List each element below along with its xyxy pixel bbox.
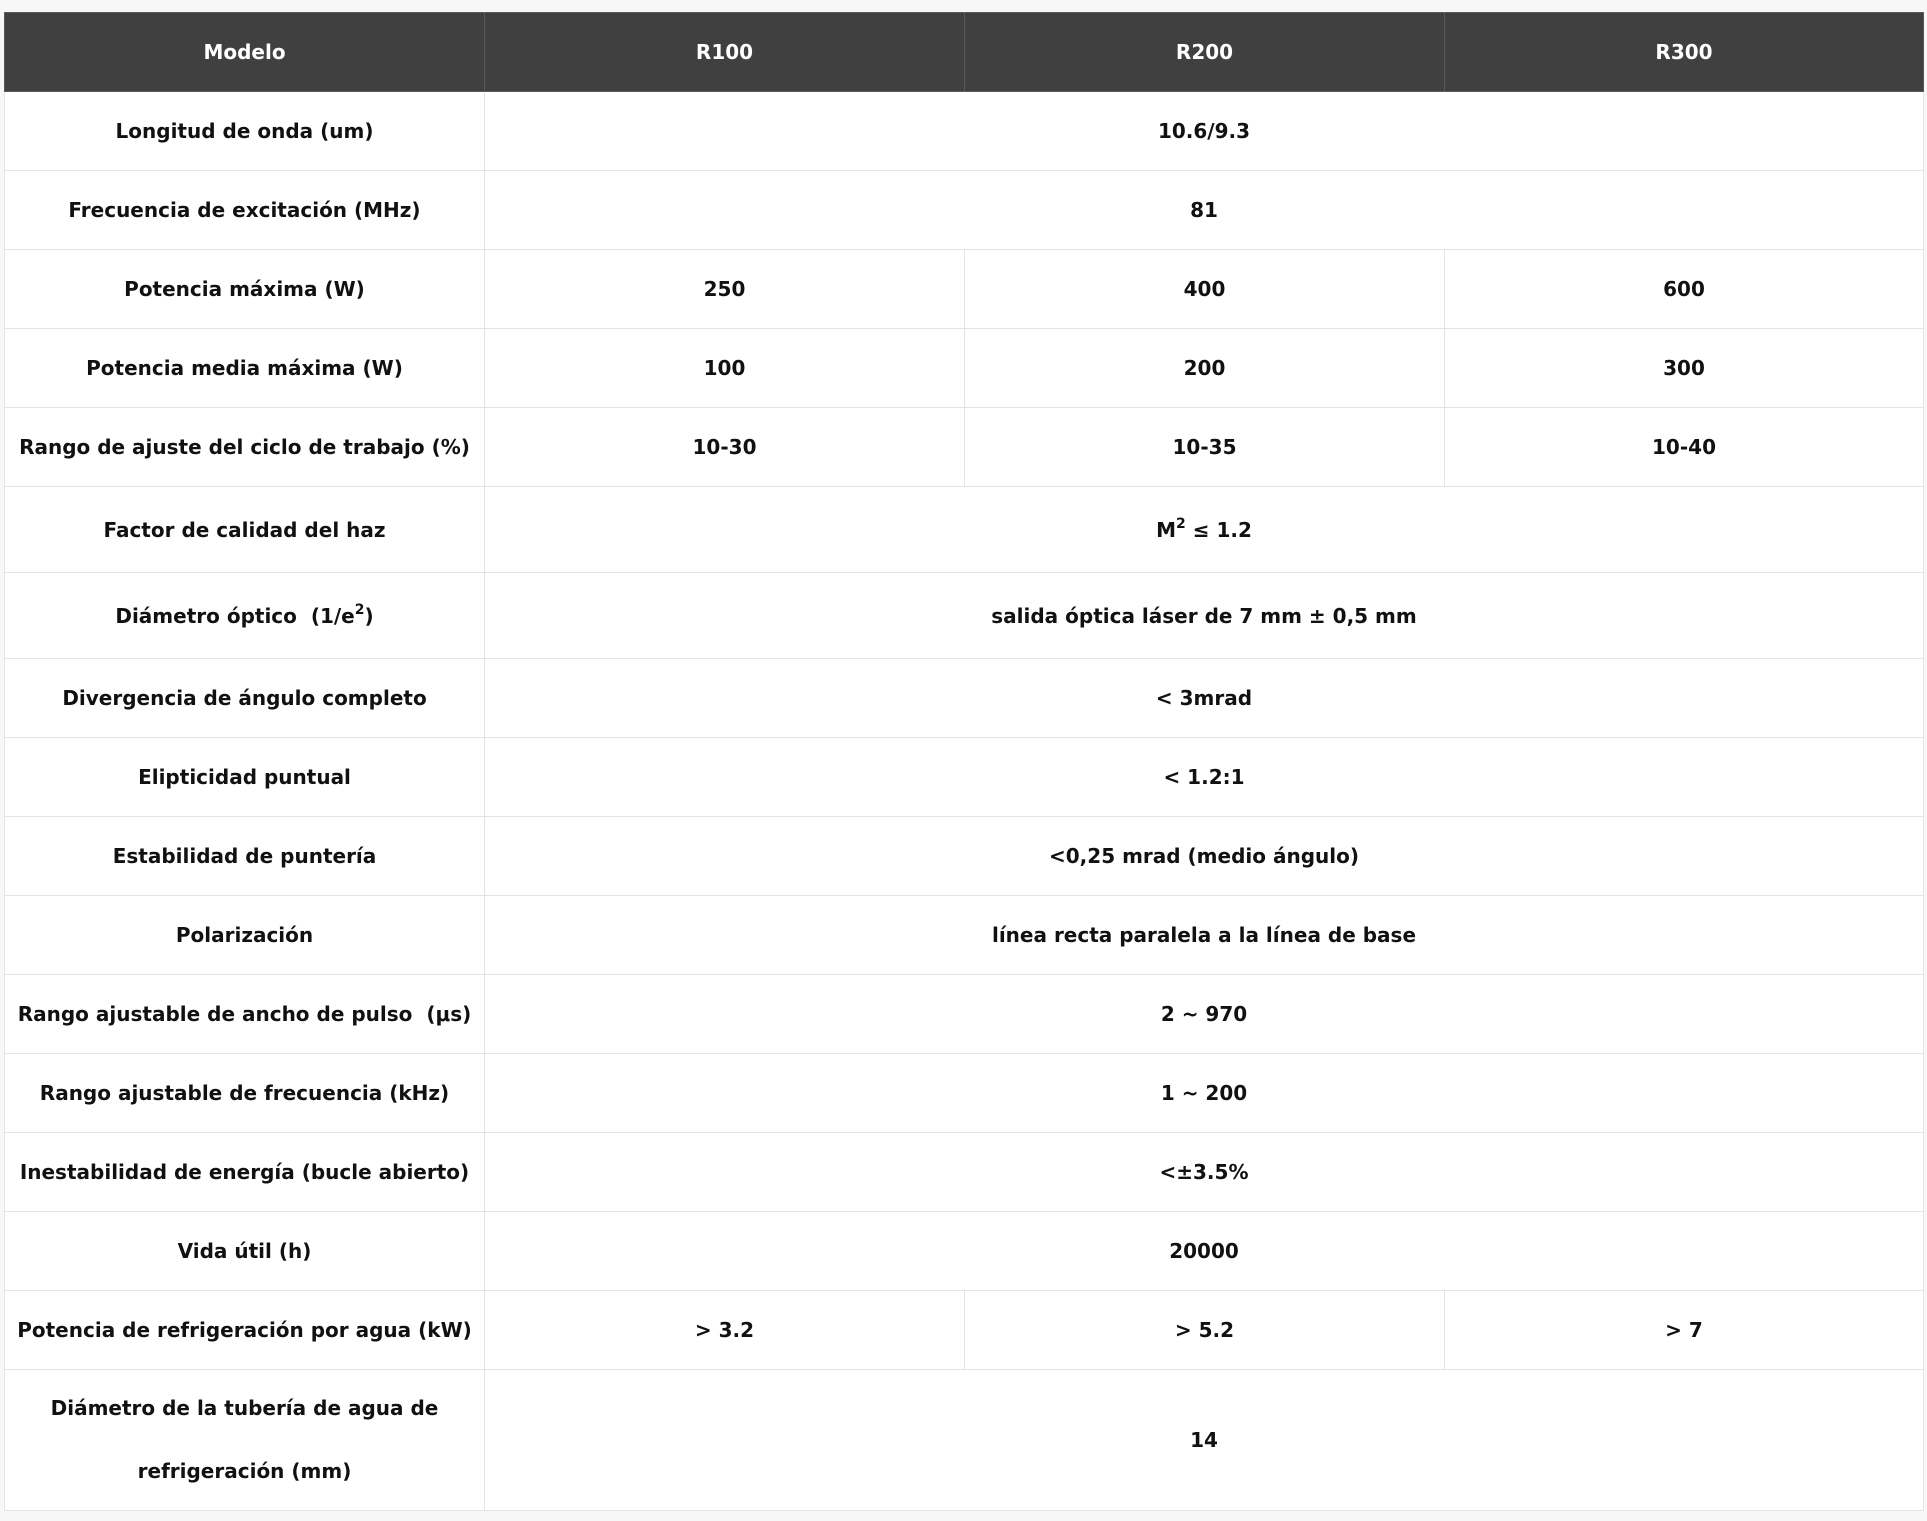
value-part: ≤ 1.2 xyxy=(1185,517,1252,542)
row-label: Divergencia de ángulo completo xyxy=(5,659,485,738)
row-value-r300: 600 xyxy=(1445,250,1924,329)
row-label: Potencia máxima (W) xyxy=(5,250,485,329)
row-value: < 3mrad xyxy=(485,659,1924,738)
row-value-r100: 10-30 xyxy=(485,408,965,487)
spec-table xyxy=(4,12,1924,1511)
label-line: Diámetro de la tubería de agua de xyxy=(50,1396,439,1420)
table-row xyxy=(5,1133,1924,1212)
row-value-r300: 10-40 xyxy=(1445,408,1924,487)
value-superscript: 2 xyxy=(1176,515,1186,532)
table-row xyxy=(5,1370,1924,1511)
row-value: 1 ~ 200 xyxy=(485,1054,1924,1133)
table-row xyxy=(5,1291,1924,1370)
row-value: 10.6/9.3 xyxy=(485,92,1924,171)
row-label xyxy=(5,573,485,659)
row-value xyxy=(485,487,1924,573)
table-row xyxy=(5,171,1924,250)
row-value-r300: > 7 xyxy=(1445,1291,1924,1370)
row-label: Elipticidad puntual xyxy=(5,738,485,817)
header-row xyxy=(5,13,1924,92)
row-label xyxy=(5,1370,485,1511)
row-value: <0,25 mrad (medio ángulo) xyxy=(485,817,1924,896)
label-superscript: 2 xyxy=(354,601,365,618)
table-row xyxy=(5,329,1924,408)
row-label: Inestabilidad de energía (bucle abierto) xyxy=(5,1133,485,1212)
table-row xyxy=(5,487,1924,573)
table-row xyxy=(5,250,1924,329)
row-label: Polarización xyxy=(5,896,485,975)
header-modelo: Modelo xyxy=(5,13,485,92)
label-part: Diámetro óptico (1/e xyxy=(115,603,355,628)
row-value-r200: 10-35 xyxy=(965,408,1445,487)
row-label: Factor de calidad del haz xyxy=(5,487,485,573)
row-label: Rango ajustable de frecuencia (kHz) xyxy=(5,1054,485,1133)
header-r300: R300 xyxy=(1445,13,1924,92)
row-value: 2 ~ 970 xyxy=(485,975,1924,1054)
table-row xyxy=(5,1054,1924,1133)
row-value: salida óptica láser de 7 mm ± 0,5 mm xyxy=(485,573,1924,659)
row-value: < 1.2:1 xyxy=(485,738,1924,817)
value-part: M xyxy=(1156,517,1177,542)
table-row xyxy=(5,408,1924,487)
row-label: Potencia media máxima (W) xyxy=(5,329,485,408)
label-part: ) xyxy=(364,603,374,628)
row-value: 14 xyxy=(485,1370,1924,1511)
table-row xyxy=(5,659,1924,738)
row-label: Longitud de onda (um) xyxy=(5,92,485,171)
table-row xyxy=(5,573,1924,659)
row-value-r200: 400 xyxy=(965,250,1445,329)
row-value-r100: 250 xyxy=(485,250,965,329)
row-value-r300: 300 xyxy=(1445,329,1924,408)
header-r200: R200 xyxy=(965,13,1445,92)
table-row xyxy=(5,738,1924,817)
table-row xyxy=(5,896,1924,975)
row-value: 20000 xyxy=(485,1212,1924,1291)
row-value-r200: 200 xyxy=(965,329,1445,408)
table-row xyxy=(5,975,1924,1054)
row-value: línea recta paralela a la línea de base xyxy=(485,896,1924,975)
row-label: Potencia de refrigeración por agua (kW) xyxy=(5,1291,485,1370)
table-row xyxy=(5,92,1924,171)
row-label: Rango de ajuste del ciclo de trabajo (%) xyxy=(5,408,485,487)
row-value: 81 xyxy=(485,171,1924,250)
row-label: Rango ajustable de ancho de pulso (μs) xyxy=(5,975,485,1054)
row-value-r100: > 3.2 xyxy=(485,1291,965,1370)
row-value: <±3.5% xyxy=(485,1133,1924,1212)
row-label: Vida útil (h) xyxy=(5,1212,485,1291)
header-r100: R100 xyxy=(485,13,965,92)
table-row xyxy=(5,817,1924,896)
row-value-r100: 100 xyxy=(485,329,965,408)
table-row xyxy=(5,1212,1924,1291)
row-value-r200: > 5.2 xyxy=(965,1291,1445,1370)
row-label: Estabilidad de puntería xyxy=(5,817,485,896)
row-label: Frecuencia de excitación (MHz) xyxy=(5,171,485,250)
label-line: refrigeración (mm) xyxy=(137,1459,352,1483)
